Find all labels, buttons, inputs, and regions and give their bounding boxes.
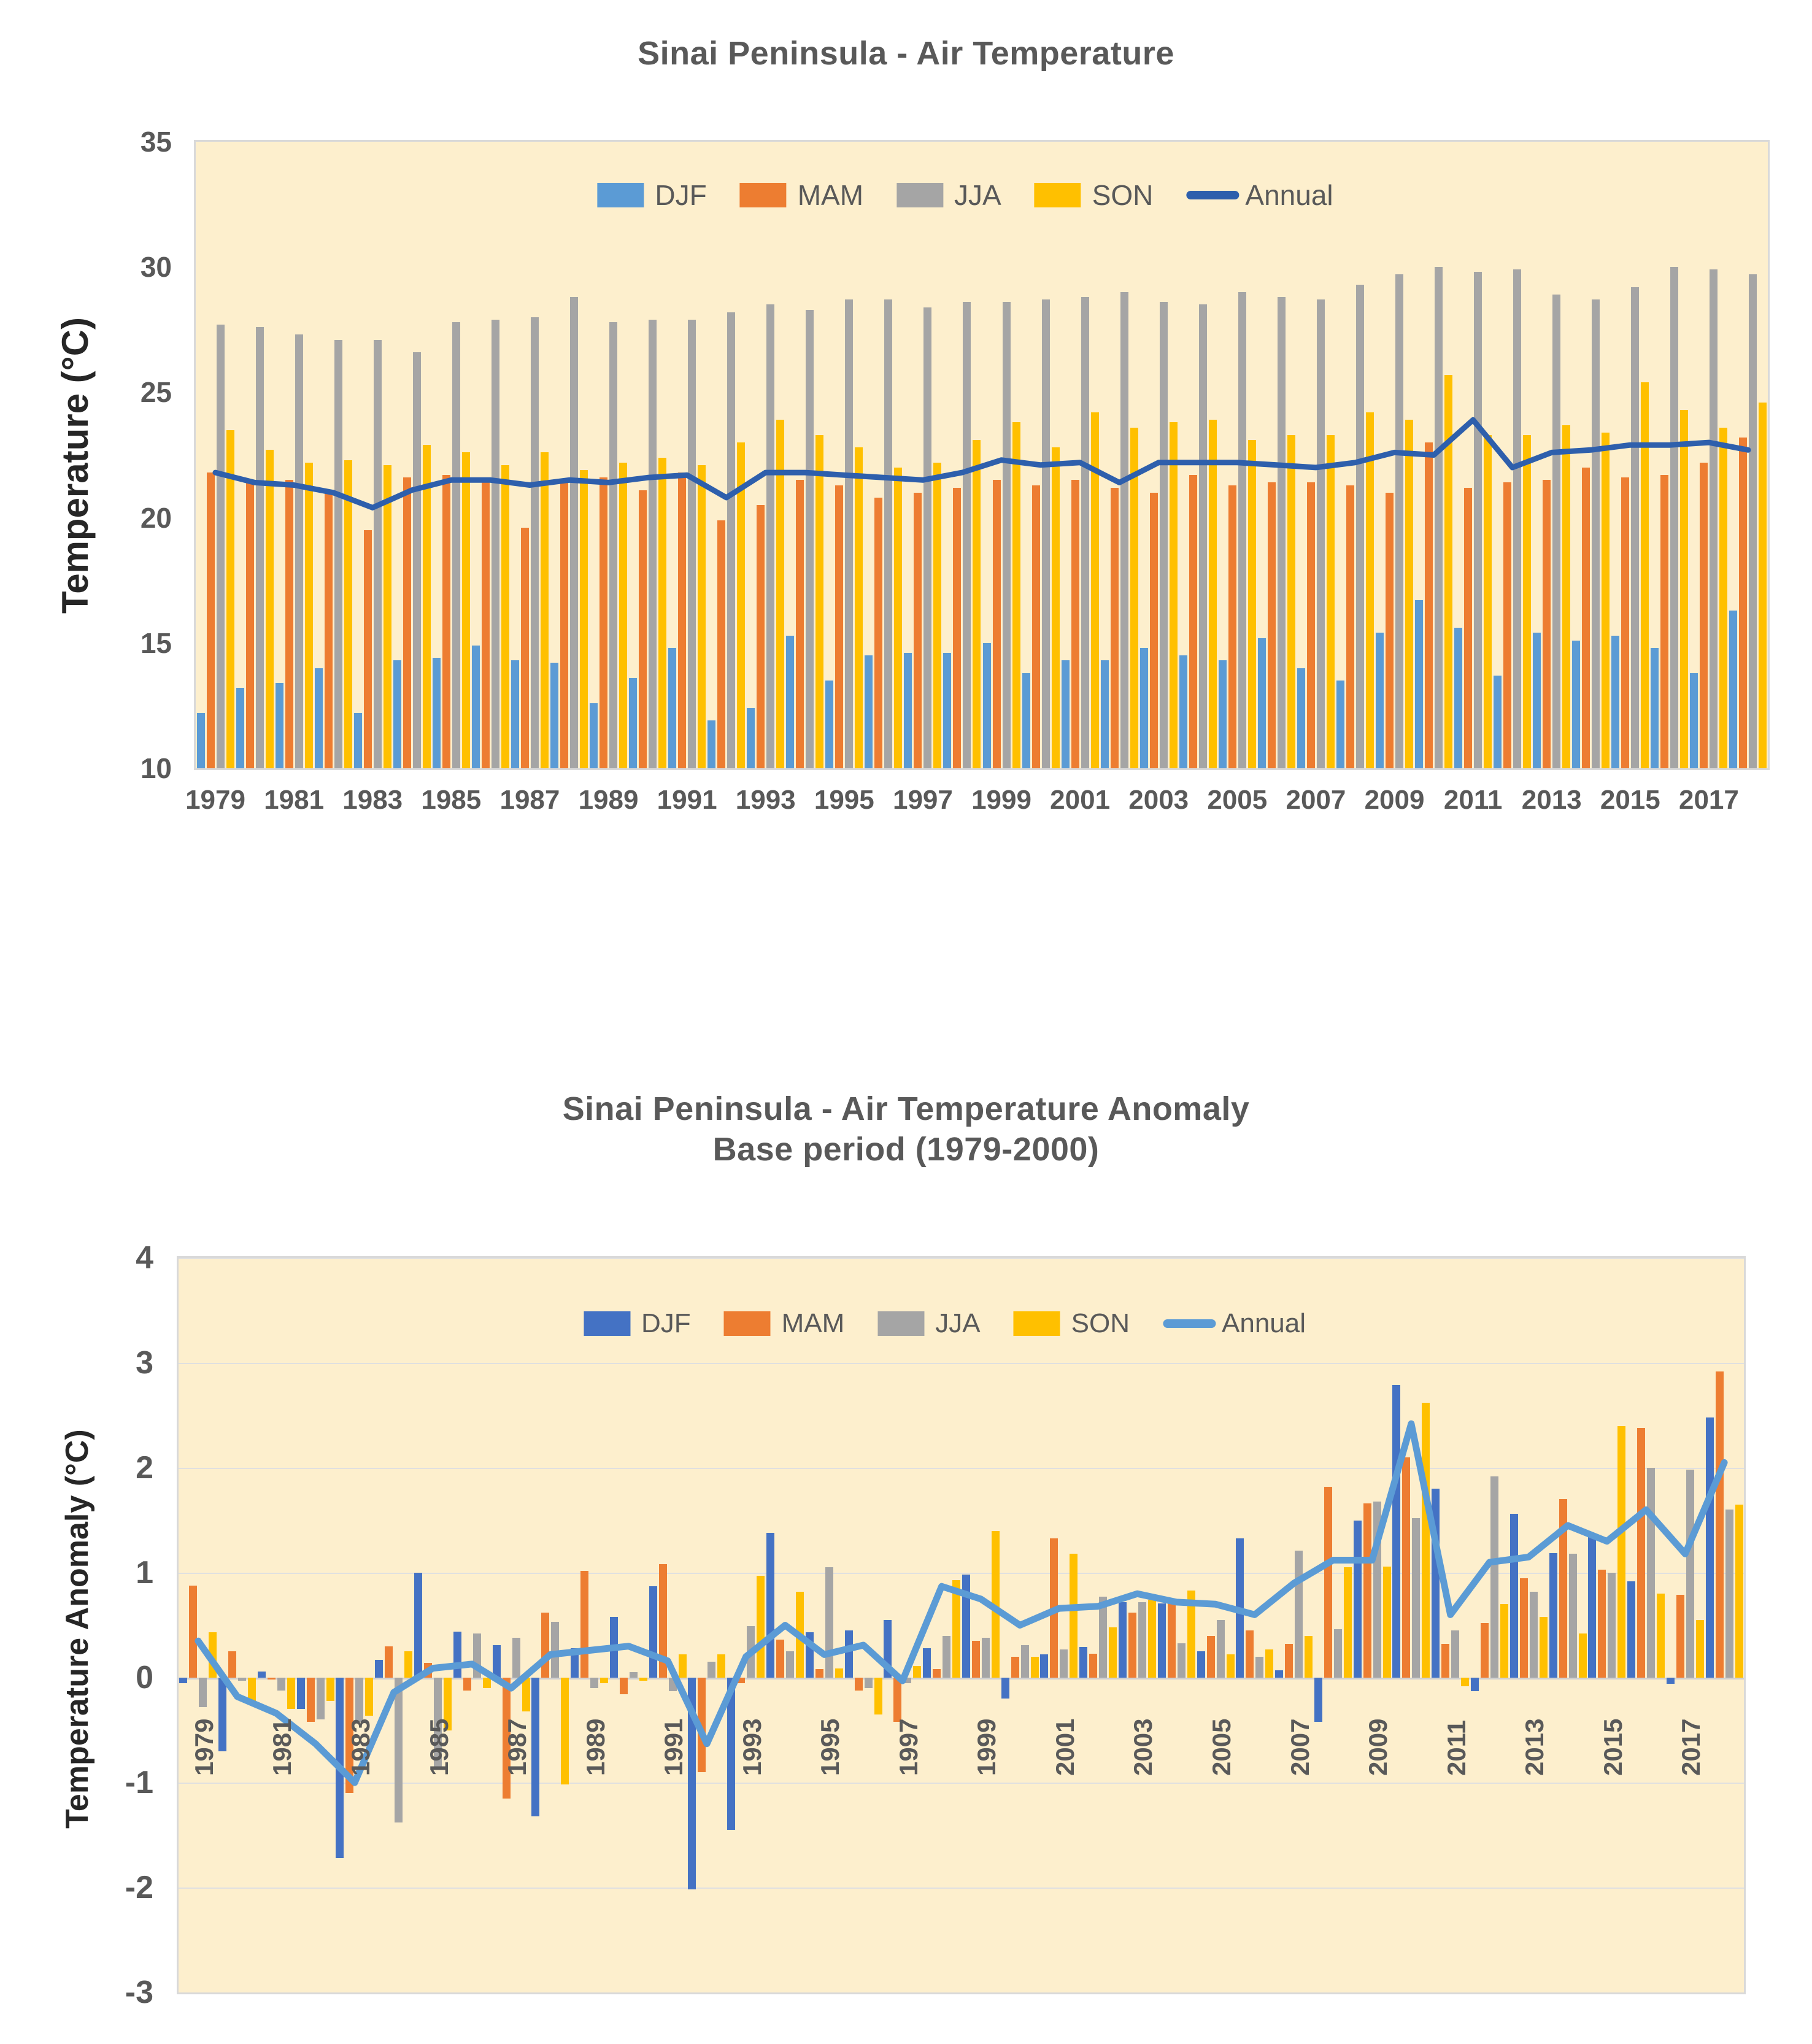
x-tick-label: 1995: [814, 785, 874, 815]
x-tick-label: 2009: [1364, 785, 1425, 815]
x-tick-label: 2007: [1286, 785, 1346, 815]
y-tick-label: 35: [140, 126, 172, 158]
x-tick-label: 1995: [815, 1718, 845, 1776]
x-tick-label: 2015: [1598, 1718, 1627, 1776]
y-tick-label: 25: [140, 376, 172, 409]
legend-label: SON: [1071, 1308, 1130, 1338]
x-tick-label: 1989: [578, 785, 639, 815]
x-tick-label: 1993: [735, 785, 796, 815]
x-tick-label: 2015: [1600, 785, 1660, 815]
x-tick-label: 1991: [659, 1718, 688, 1776]
x-tick-label: 2013: [1521, 785, 1582, 815]
x-tick-label: 2017: [1678, 785, 1739, 815]
y-tick-label: 0: [136, 1660, 153, 1695]
x-tick-label: 2007: [1285, 1718, 1314, 1776]
x-tick-label: 1997: [893, 1718, 923, 1776]
y-tick-label: -2: [125, 1870, 153, 1905]
x-tick-label: 1981: [264, 785, 325, 815]
x-tick-label: 1979: [189, 1718, 218, 1776]
x-tick-label: 2001: [1050, 1718, 1079, 1776]
x-tick-label: 1981: [268, 1718, 297, 1776]
x-tick-label: 1979: [185, 785, 245, 815]
chart-1-title: Sinai Peninsula - Air Temperature: [638, 35, 1174, 72]
chart-2-annual-line: [179, 1258, 1744, 1992]
legend-label: MAM: [781, 1308, 845, 1338]
y-tick-label: 4: [136, 1240, 153, 1276]
chart-2-title-line-2: Base period (1979-2000): [712, 1130, 1100, 1168]
y-tick-label: -1: [125, 1765, 153, 1800]
chart-2-title: [0, 1089, 1812, 1170]
x-tick-label: 1985: [421, 785, 482, 815]
chart-1-annual-line: [196, 142, 1768, 768]
x-tick-label: 2005: [1207, 1718, 1236, 1776]
legend-label: JJA: [954, 179, 1001, 211]
x-tick-label: 1989: [580, 1718, 610, 1776]
x-tick-label: 1985: [424, 1718, 453, 1776]
y-tick-label: 2: [136, 1450, 153, 1486]
x-tick-label: 1993: [737, 1718, 766, 1776]
y-tick-label: 3: [136, 1345, 153, 1381]
x-tick-label: 1983: [345, 1718, 375, 1776]
x-tick-label: 2017: [1676, 1718, 1706, 1776]
legend-label: Annual: [1222, 1308, 1306, 1338]
x-tick-label: 2001: [1050, 785, 1111, 815]
x-tick-label: 2013: [1520, 1718, 1549, 1776]
y-tick-label: 15: [140, 627, 172, 659]
x-tick-label: 2011: [1441, 1719, 1471, 1776]
x-tick-label: 2005: [1207, 785, 1268, 815]
legend-label: DJF: [655, 179, 707, 211]
y-tick-label: -3: [125, 1975, 153, 2010]
x-tick-label: 2009: [1363, 1718, 1393, 1776]
y-tick-label: 10: [140, 752, 172, 784]
x-tick-label: 2003: [1128, 1718, 1158, 1776]
chart-2-plot-area: [177, 1256, 1746, 1994]
legend-label: DJF: [641, 1308, 691, 1338]
chart-2-y-axis-title: Temperature Anomaly (°C): [60, 1429, 95, 1829]
legend-label: SON: [1092, 179, 1154, 211]
legend-label: Annual: [1245, 179, 1333, 211]
legend-label: MAM: [797, 179, 864, 211]
x-tick-label: 2011: [1443, 785, 1503, 815]
x-tick-label: 2003: [1128, 785, 1189, 815]
x-tick-label: 1987: [503, 1718, 532, 1776]
chart-1-plot-area: [194, 140, 1770, 770]
y-tick-label: 1: [136, 1555, 153, 1591]
x-tick-label: 1983: [342, 785, 403, 815]
legend-label: JJA: [935, 1308, 981, 1338]
gridline: [179, 1992, 1744, 1994]
y-tick-label: 20: [140, 501, 172, 534]
chart-2-title-line-1: Sinai Peninsula - Air Temperature Anomaly: [562, 1090, 1250, 1127]
x-tick-label: 1999: [971, 785, 1031, 815]
x-tick-label: 1999: [972, 1718, 1001, 1776]
x-tick-label: 1997: [892, 785, 953, 815]
y-tick-label: 30: [140, 251, 172, 283]
x-tick-label: 1987: [499, 785, 560, 815]
chart-1-y-axis-title: Temperature (°C): [55, 317, 96, 614]
x-tick-label: 1991: [657, 785, 717, 815]
